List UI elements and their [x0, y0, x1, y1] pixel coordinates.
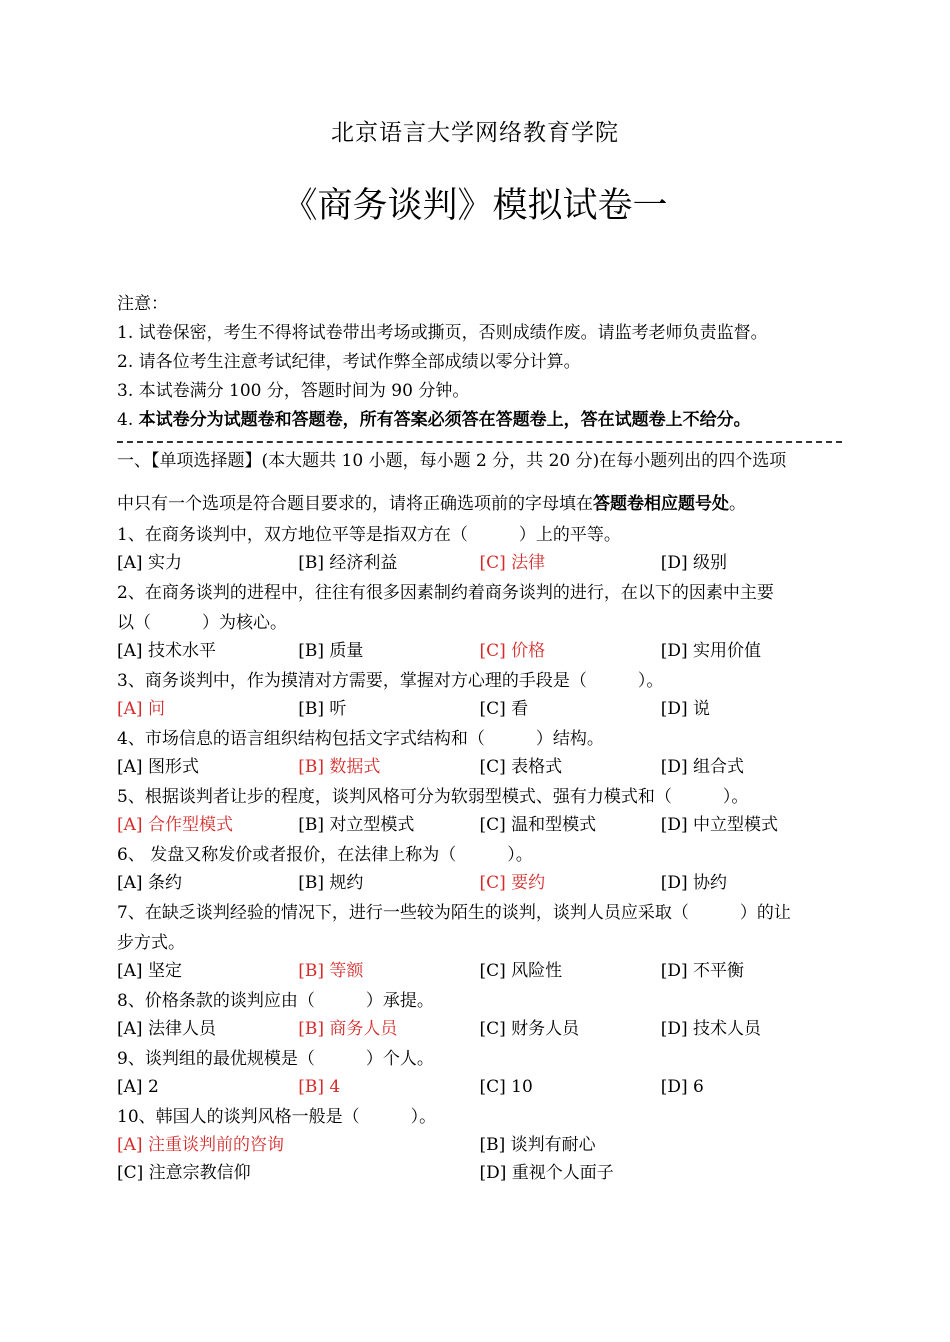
section-instruction-line-1: 一、【单项选择题】(本大题共 10 小题，每小题 2 分，共 20 分)在每小题列出的四个选项: [117, 451, 787, 471]
section-spacer: [117, 476, 842, 490]
question-7-options: [117, 957, 842, 985]
notice-item-4-number: 4.: [117, 410, 139, 430]
question-10-option-d: [D] 重视个人面子: [479, 1163, 614, 1183]
question-6-option-a: [A] 条约: [117, 873, 182, 893]
question-2-option-b: [B] 质量: [298, 641, 364, 661]
question-7-option-b: [B] 等额: [298, 961, 364, 981]
question-10-stem: 10、韩国人的谈判风格一般是（ ）。: [117, 1107, 437, 1127]
question-4-option-b: [B] 数据式: [298, 757, 381, 777]
question-2-stem-line-2: 以（ ）为核心。: [117, 613, 287, 633]
question-1-option-a: [A] 实力: [117, 553, 182, 573]
exam-content: [117, 290, 842, 1187]
question-4-option-d: [D] 组合式: [660, 757, 745, 777]
notice-item-2: 2. 请各位考生注意考试纪律，考试作弊全部成绩以零分计算。: [117, 352, 581, 372]
section-line-2-pre: 中只有一个选项是符合题目要求的，请将正确选项前的字母填在: [117, 494, 593, 514]
question-6-stem: 6、 发盘又称发价或者报价，在法律上称为（ ）。: [117, 845, 533, 865]
question-9-option-a: [A] 2: [117, 1077, 159, 1097]
question-1-option-d: [D] 级别: [660, 553, 728, 573]
question-1-option-b: [B] 经济利益: [298, 553, 398, 573]
question-3-option-c: [C] 看: [479, 699, 529, 719]
question-7-option-a: [A] 坚定: [117, 961, 182, 981]
question-list: [117, 521, 842, 1101]
question-5-options: [117, 811, 842, 839]
question-3-option-d: [D] 说: [660, 699, 711, 719]
question-7-option-d: [D] 不平衡: [660, 961, 745, 981]
question-2-option-a: [A] 技术水平: [117, 641, 216, 661]
notice-item-3: 3. 本试卷满分 100 分，答题时间为 90 分钟。: [117, 381, 470, 401]
question-1-options: [117, 549, 842, 577]
question-10-options-row-2: [117, 1159, 842, 1187]
question-8-options: [117, 1015, 842, 1043]
question-8-option-d: [D] 技术人员: [660, 1019, 762, 1039]
school-name: 北京语言大学网络教育学院: [331, 120, 619, 146]
question-1-option-c: [C] 法律: [479, 553, 546, 573]
question-7-stem-line-1: 7、在缺乏谈判经验的情况下，进行一些较为陌生的谈判，谈判人员应采取（ ）的让: [117, 903, 791, 923]
question-5-stem: 5、根据谈判者让步的程度，谈判风格可分为软弱型模式、强有力模式和（ ）。: [117, 787, 749, 807]
question-2-option-d: [D] 实用价值: [660, 641, 762, 661]
question-3-option-b: [B] 听: [298, 699, 347, 719]
question-4-options: [117, 753, 842, 781]
question-3-options: [117, 695, 842, 723]
question-10-option-b: [B] 谈判有耐心: [479, 1135, 596, 1155]
question-10-options-row-1: [117, 1131, 842, 1159]
question-2-stem-line-1: 2、在商务谈判的进程中，往往有很多因素制约着商务谈判的进行，在以下的因素中主要: [117, 583, 774, 603]
question-2-options: [117, 637, 842, 665]
question-6-option-b: [B] 规约: [298, 873, 364, 893]
question-9-option-d: [D] 6: [660, 1077, 704, 1097]
question-9-option-b: [B] 4: [298, 1077, 341, 1097]
question-5-option-a: [A] 合作型模式: [117, 815, 233, 835]
section-line-2-bold: 答题卷相应题号处: [593, 494, 729, 514]
question-1-stem: 1、在商务谈判中，双方地位平等是指双方在（ ）上的平等。: [117, 525, 621, 545]
question-6-option-d: [D] 协约: [660, 873, 728, 893]
question-2-option-c: [C] 价格: [479, 641, 546, 661]
notice-item-4: [117, 406, 842, 435]
question-5-option-b: [B] 对立型模式: [298, 815, 415, 835]
question-5-option-c: [C] 温和型模式: [479, 815, 597, 835]
question-3-stem: 3、商务谈判中，作为摸清对方需要，掌握对方心理的手段是（ ）。: [117, 671, 664, 691]
section-line-2-post: 。: [729, 494, 746, 514]
question-4-option-c: [C] 表格式: [479, 757, 563, 777]
question-7-stem-line-2: 步方式。: [117, 933, 185, 953]
question-8-stem: 8、价格条款的谈判应由（ ）承提。: [117, 991, 434, 1011]
question-9-stem: 9、谈判组的最优规模是（ ）个人。: [117, 1049, 434, 1069]
dashed-divider: [117, 441, 842, 443]
notice-label: 注意：: [117, 294, 168, 314]
question-10-option-a: [A] 注重谈判前的咨询: [117, 1135, 284, 1155]
question-6-option-c: [C] 要约: [479, 873, 546, 893]
question-4-option-a: [A] 图形式: [117, 757, 199, 777]
section-instruction-line-2: [117, 490, 842, 519]
question-8-option-c: [C] 财务人员: [479, 1019, 580, 1039]
question-7-option-c: [C] 风险性: [479, 961, 563, 981]
question-4-stem: 4、市场信息的语言组织结构包括文字式结构和（ ）结构。: [117, 729, 604, 749]
question-6-options: [117, 869, 842, 897]
question-8-option-a: [A] 法律人员: [117, 1019, 216, 1039]
exam-title: 《商务谈判》模拟试卷一: [282, 186, 668, 226]
notice-item-1: 1. 试卷保密，考生不得将试卷带出考场或撕页，否则成绩作废。请监考老师负责监督。: [117, 323, 768, 343]
question-3-option-a: [A] 问: [117, 699, 165, 719]
question-9-options: [117, 1073, 842, 1101]
question-10-option-c: [C] 注意宗教信仰: [117, 1163, 251, 1183]
question-5-option-d: [D] 中立型模式: [660, 815, 779, 835]
notice-item-4-text: 本试卷分为试题卷和答题卷，所有答案必须答在答题卷上，答在试题卷上不给分。: [138, 410, 751, 430]
question-9-option-c: [C] 10: [479, 1077, 533, 1097]
question-8-option-b: [B] 商务人员: [298, 1019, 398, 1039]
